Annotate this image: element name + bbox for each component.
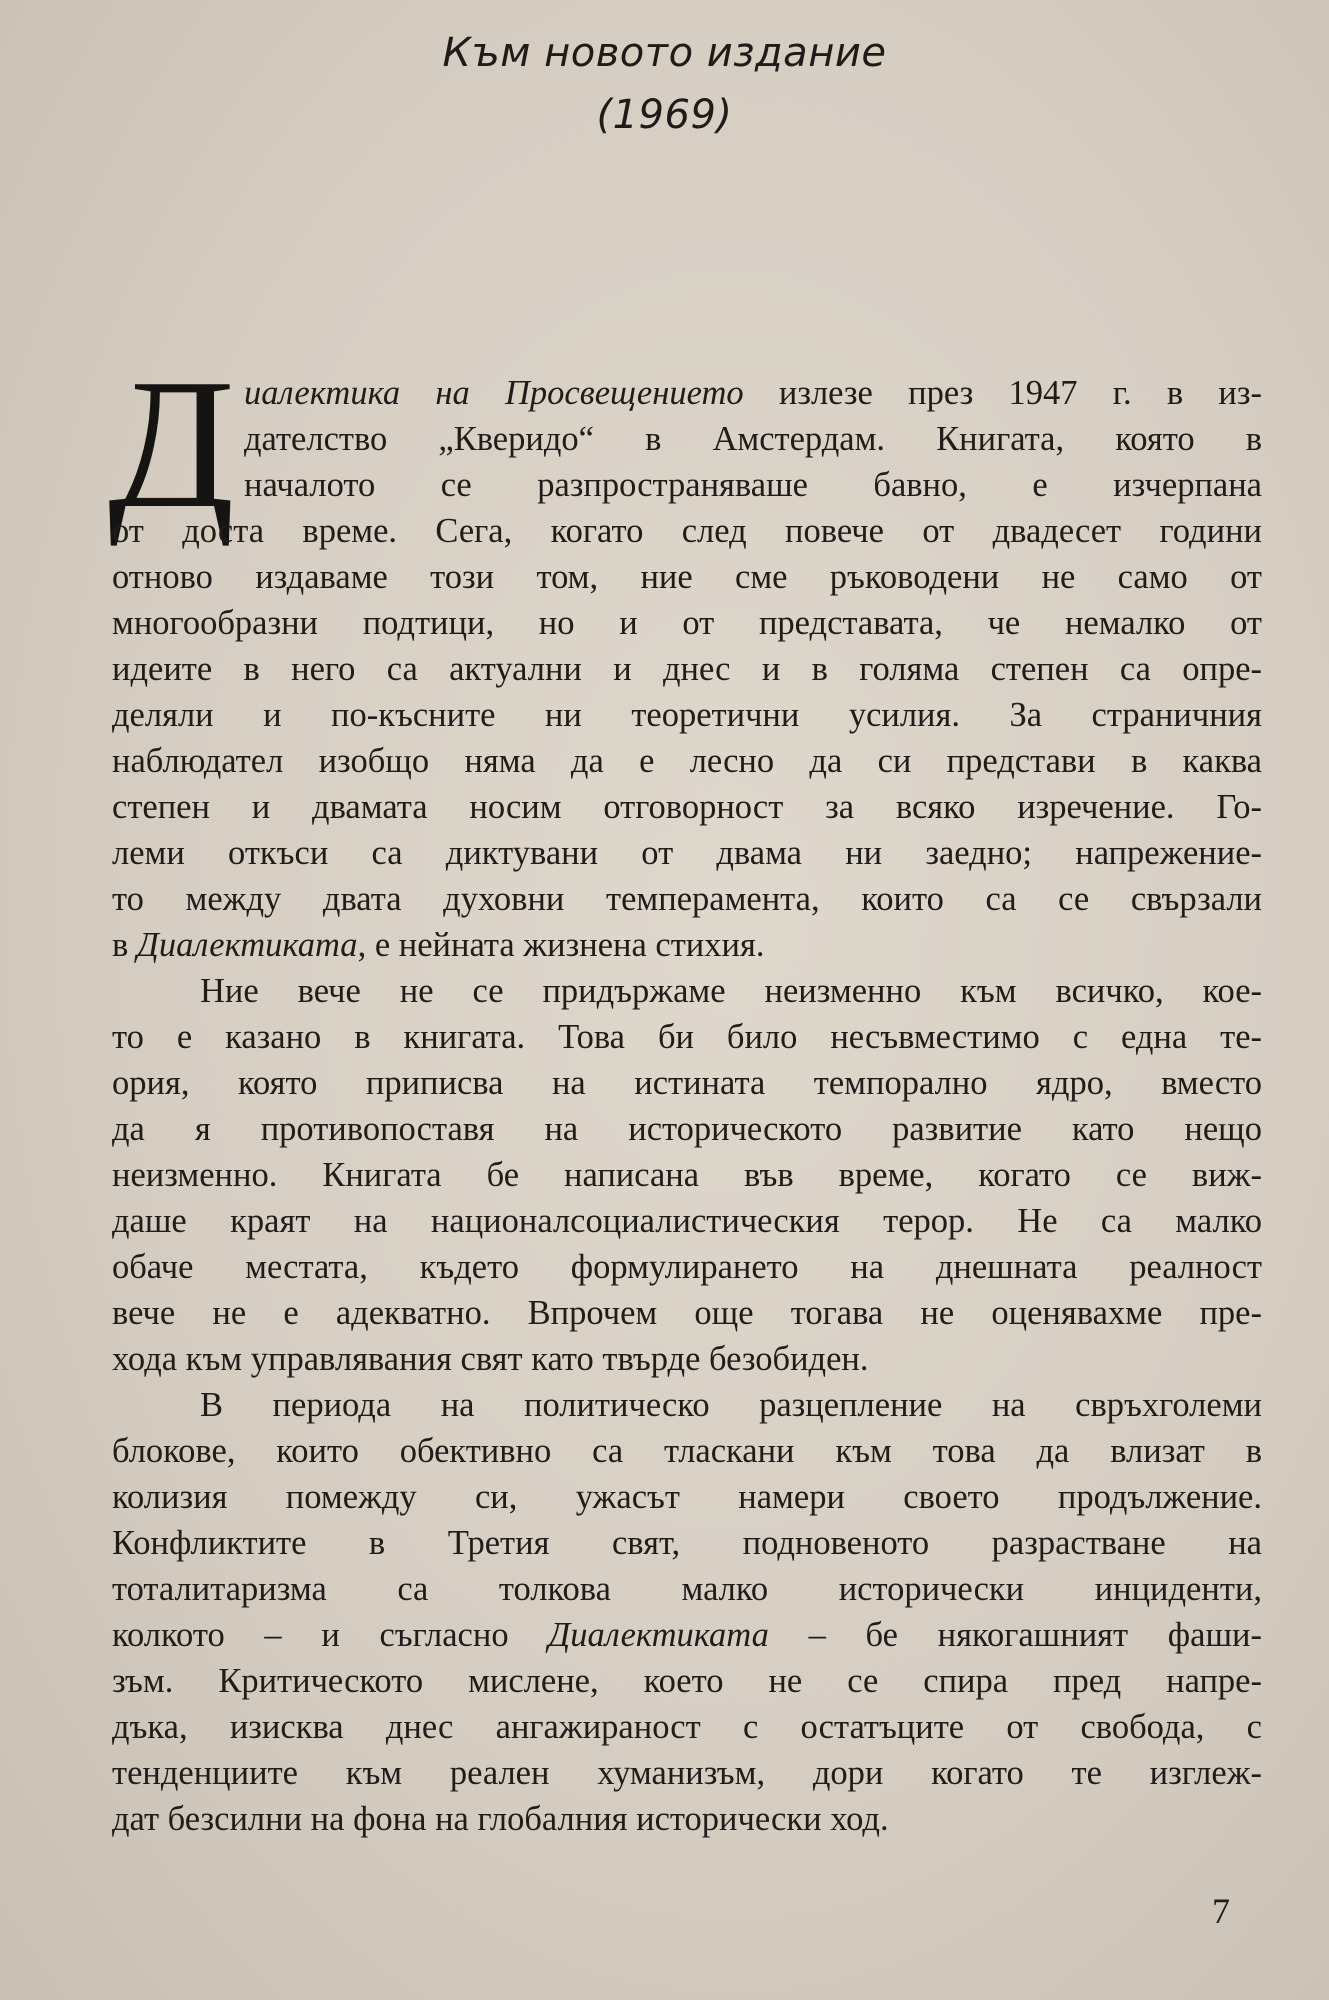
text-line: от доста време. Сега, когато след повече от двадесет години	[112, 512, 1262, 550]
text-line: Ние вече не се придържаме неизменно към всичко, кое-	[200, 972, 1262, 1010]
text-line: Конфликтите в Третия свят, подновеното разрастване на	[112, 1524, 1262, 1562]
text-line: да я противопоставя на историческото развитие като нещо	[112, 1110, 1262, 1148]
text-line: В периода на политическо разцепление на свръхголеми	[200, 1386, 1262, 1424]
text-line: иалектика на Просвещението излезе през 1947 г. в из-	[244, 374, 1263, 412]
text-line: многообразни подтици, но и от представата, че немалко от	[112, 604, 1262, 642]
text-line: обаче местата, където формулирането на днешната реалност	[112, 1248, 1262, 1286]
text-line: то между двата духовни темперамента, които са се свързали	[112, 880, 1262, 918]
text-line: колкото – и съгласно Диалектиката – бе някогашният фаши-	[112, 1616, 1262, 1654]
text-line: леми откъси са диктувани от двама ни заедно; напрежение-	[112, 834, 1262, 872]
text-line: наблюдател изобщо няма да е лесно да си представи в каква	[112, 742, 1262, 780]
book-title-italic: Диалектиката	[136, 926, 358, 964]
text-line: тенденциите към реален хуманизъм, дори когато те изглеж-	[112, 1754, 1262, 1792]
text-line: идеите в него са актуални и днес и в голяма степен са опре-	[112, 650, 1262, 688]
text-line: в Диалектиката, е нейната жизнена стихия.	[112, 926, 765, 964]
chapter-year: (1969)	[596, 92, 733, 138]
text-line: отново издаваме този том, ние сме ръководени не само от	[112, 558, 1262, 596]
text-line: неизменно. Книгата бе написана във време, когато се виж-	[112, 1156, 1262, 1194]
book-title-italic: иалектика на Просвещението	[244, 374, 744, 412]
text-line: ория, която приписва на истината темпорално ядро, вместо	[112, 1064, 1262, 1102]
body-text	[112, 370, 1262, 1842]
book-title-italic: Диалектиката	[548, 1616, 769, 1654]
text-line: степен и двамата носим отговорност за всяко изречение. Го-	[112, 788, 1262, 826]
drop-cap-letter: Д	[108, 341, 235, 547]
text-line: тоталитаризма са толкова малко исторически инциденти,	[112, 1570, 1262, 1608]
text-line: началото се разпространяваше бавно, е изчерпана	[244, 466, 1262, 504]
text-line: дъка, изисква днес ангажираност с остатъците от свобода, с	[112, 1708, 1262, 1746]
text-line: колизия помежду си, ужасът намери своето продължение.	[112, 1478, 1262, 1516]
page-number: 7	[1212, 1891, 1230, 1931]
text-line: то е казано в книгата. Това би било несъвместимо с една те-	[112, 1018, 1262, 1056]
text-line: дат безсилни на фона на глобалния исторически ход.	[112, 1800, 889, 1838]
text-line: зъм. Критическото мислене, което не се спира пред напре-	[112, 1662, 1262, 1700]
text-line: хода към управлявания свят като твърде безобиден.	[112, 1340, 869, 1378]
text-line: блокове, които обективно са тласкани към това да влизат в	[112, 1432, 1262, 1470]
text-line: даше краят на националсоциалистическия терор. Не са малко	[112, 1202, 1262, 1240]
text-line: вече не е адекватно. Впрочем още тогава не оценявахме пре-	[112, 1294, 1262, 1332]
text-line: деляли и по-късните ни теоретични усилия. За страничния	[112, 696, 1262, 734]
text-line: дателство „Кверидо“ в Амстердам. Книгата, която в	[244, 420, 1262, 458]
chapter-title: Към новото издание	[442, 30, 887, 76]
